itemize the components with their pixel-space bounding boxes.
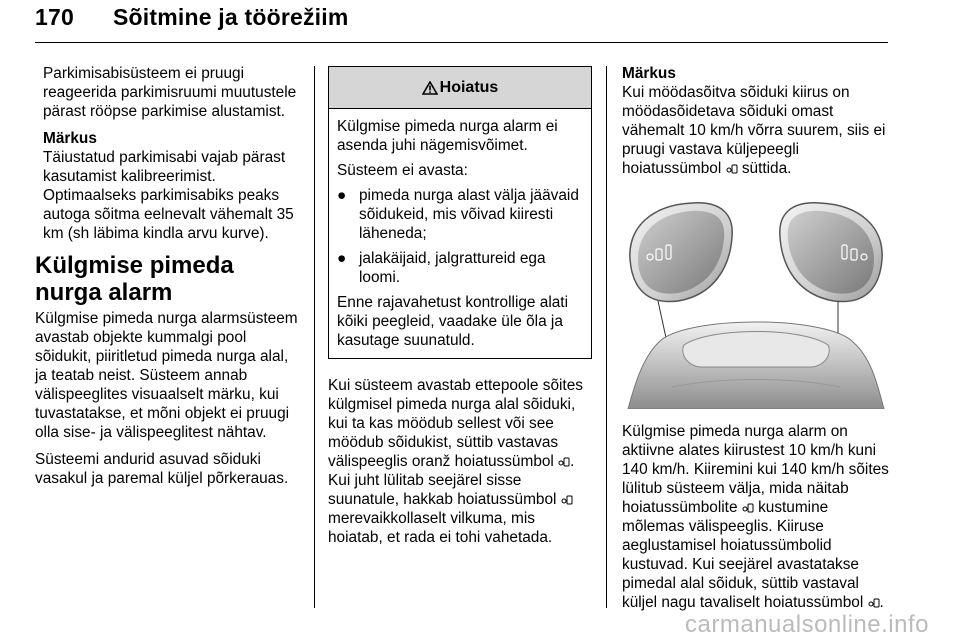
page-header [35,4,349,31]
chapter-title: Sõitmine ja töörežiim [113,4,349,30]
warning-title: Hoiatus [439,79,499,96]
period: . [879,594,884,611]
side-mirrors-illustration [622,197,890,409]
section-paragraph-2: Süsteemi andurid asuvad sõiduki vasakul ja paremal küljel põrkerauas. [35,451,289,487]
note-label: Märkus [43,130,97,147]
note-label: Märkus [622,65,676,82]
watermark: carmanualsonline.info [685,611,929,638]
period: . [570,453,575,470]
body-paragraph [622,422,890,612]
body-paragraph [328,376,593,547]
warning-header [329,67,591,109]
text-part-a: Külgmise pimeda nurga alarm on aktiivne alates kiirustest 10 km/h kuni 140 km/h. Kiiremini kui 140 km/h sõites lülitub süsteem välja, mida näitab hoiatussümbolite [622,423,889,516]
column-left [35,64,303,488]
blind-spot-warning-icon [868,598,880,608]
warning-paragraph-2: Süsteem ei avasta: [337,162,468,179]
section-paragraph-1: Külgmise pimeda nurga alarmsüsteem avastab objekte kummalgi pool sõidukit, piiritletud pimeda nurga alal, ja teatab neist. Süsteem annab välispeeglites visuaalselt märku, kui tuvastatakse, et mõni objekt ei pruugi olla sise- ja välispeeglitest nähtav. [35,310,298,441]
warning-box [328,66,592,359]
note-paragraph [622,83,890,178]
column-divider-1 [314,66,315,608]
note-paragraph-2: Optimaalseks parkimisabiks peaks autoga sõitma eelnevalt vähemalt 35 km (sh läbima kindla arvu kurve). [43,187,294,242]
blind-spot-warning-icon [558,457,570,467]
list-item [337,249,583,287]
mirror-illustration [622,197,890,409]
section-heading: Külgmise pimeda nurga alarm [35,252,234,306]
text-part-b: kustumine mõlemas välispeeglis. Kiiruse aeglustamisel hoiatussümbolid kustuvad. Kui seejärel avastatakse pimedal alal sõiduk, süttib vastaval küljel nagu tavaliselt hoiatussümbol [622,499,864,611]
list-item [337,186,583,243]
bullet-marker: ● [337,187,347,204]
intro-paragraph: Parkimisabisüsteem ei pruugi reageerida parkimisruumi muutustele pärast rööpse parkimise alustamist. [43,65,297,120]
list-item-text: jalakäijaid, jalgrattureid ega loomi. [359,250,546,286]
note-text-b: süttida. [741,160,792,177]
page-number: 170 [35,4,74,30]
warning-triangle-icon [422,81,438,95]
warning-body [329,109,591,358]
list-item-text: pimeda nurga alast välja jäävaid sõidukeid, mis võivad kiiresti läheneda; [359,187,579,242]
warning-paragraph-3: Enne rajavahetust kontrollige alati kõiki peegleid, vaadake üle õla ja kasutage suunatuld. [337,294,569,349]
text-part-a: Kui süsteem avastab ettepoole sõites külgmisel pimeda nurga alal sõiduki, kui ta kas möödub sellest või see möödub sõidukist, süttib vastavas välispeeglis oranž hoiatussümbol [328,377,583,470]
text-part-c: merevaikkollaselt vilkuma, mis hoiatab, et rada ei tohi vahetada. [328,510,553,546]
column-right [622,64,890,612]
note-text-a: Kui möödasõitva sõiduki kiirus on möödasõidetava sõiduki omast vähemalt 10 km/h võrra suurem, siis ei pruugi vastava küljepeegli hoiatussümbol [622,84,886,177]
warning-paragraph-1: Külgmise pimeda nurga alarm ei asenda juhi nägemisvõimet. [337,118,558,154]
text-part-b: Kui juht lülitab seejärel sisse suunatule, hakkab hoiatussümbol [328,472,557,508]
column-divider-2 [606,66,607,608]
blind-spot-warning-icon [726,164,738,174]
blind-spot-warning-icon [742,503,754,513]
bullet-marker: ● [337,250,347,267]
note-paragraph-1: Täiustatud parkimisabi vajab pärast kasutamist kalibreerimist. [43,149,286,185]
blind-spot-warning-icon [561,495,573,505]
column-middle [328,66,593,547]
header-rule [35,42,888,43]
